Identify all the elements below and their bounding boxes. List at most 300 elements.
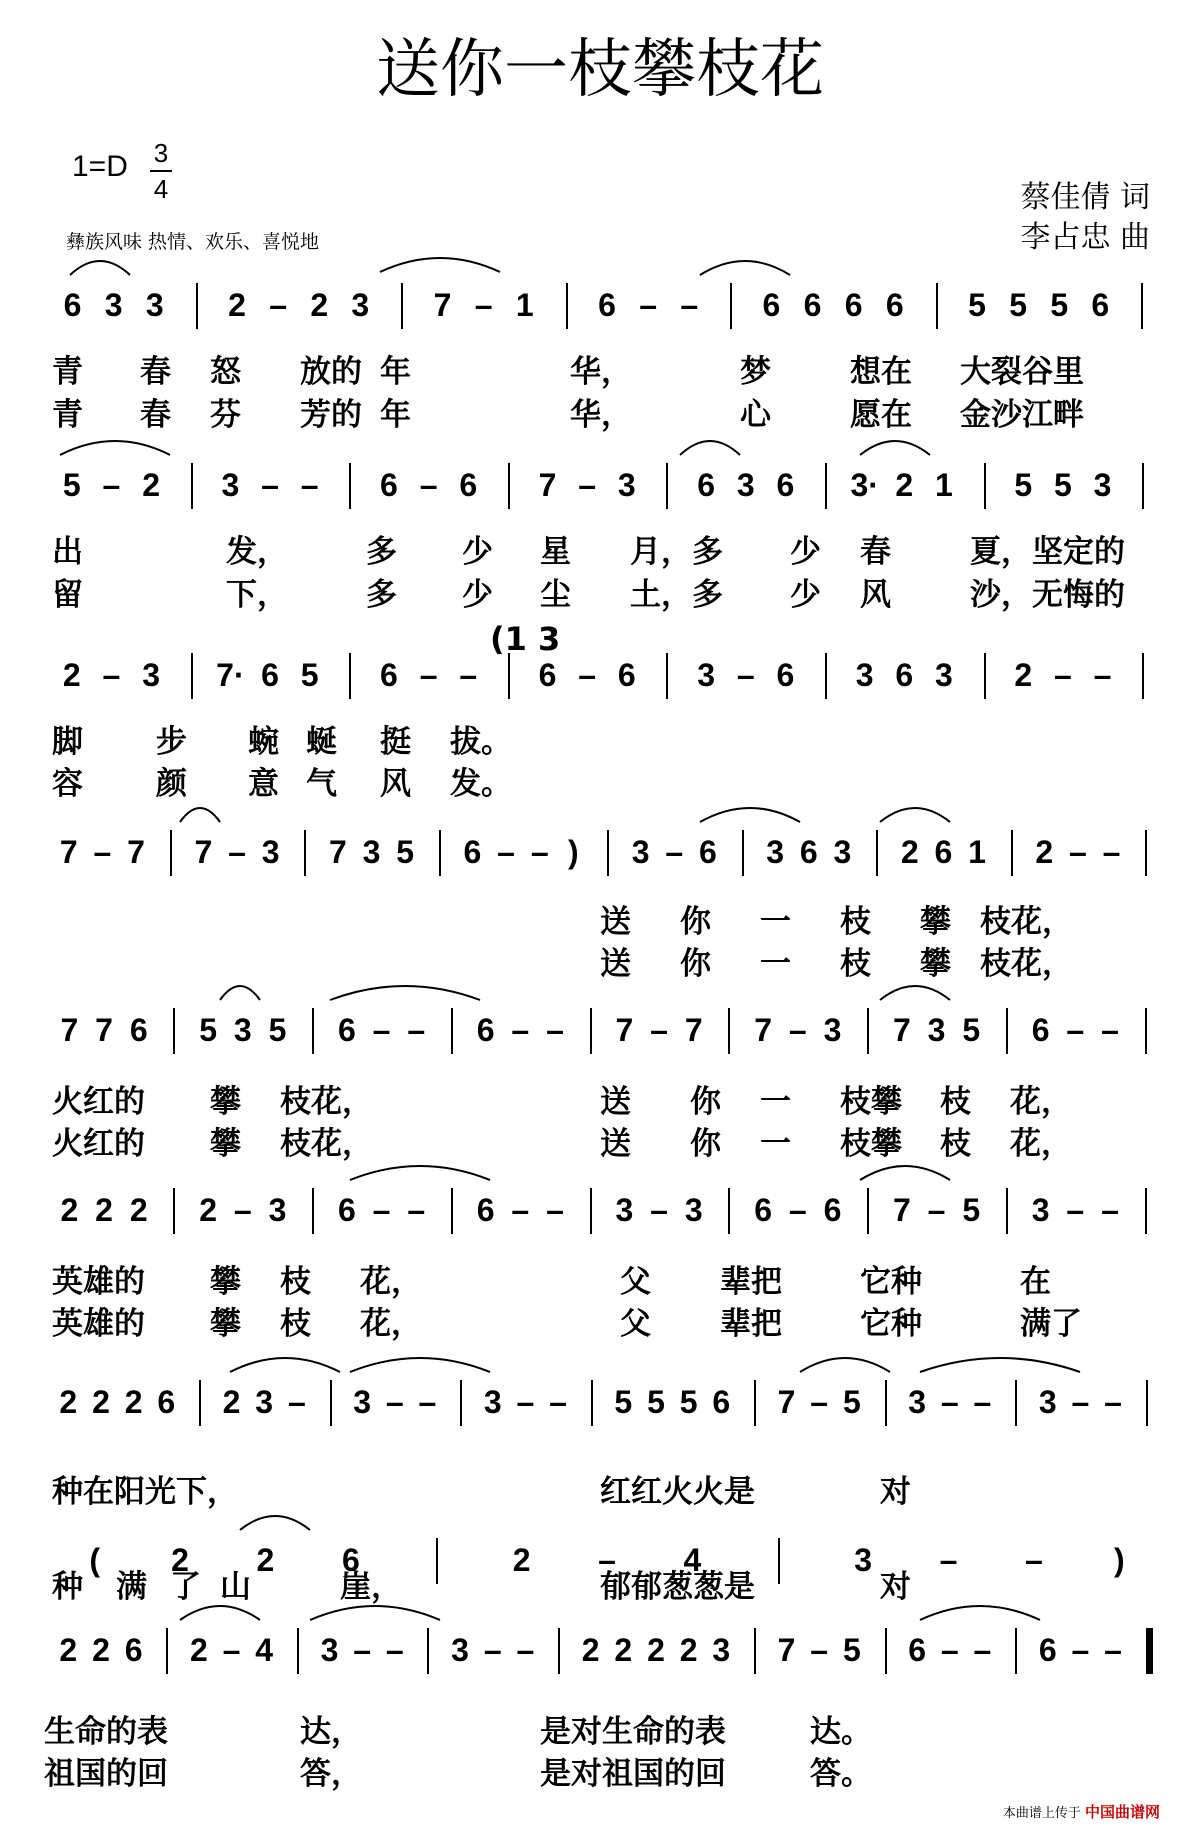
note: 6 bbox=[776, 657, 795, 693]
lyric-word: 枝 bbox=[940, 1126, 971, 1162]
lyric-word: 父 bbox=[620, 1306, 651, 1342]
note: 1 bbox=[968, 834, 986, 870]
lyric-word: 下， bbox=[226, 577, 288, 613]
note: – bbox=[650, 1192, 668, 1228]
note: 5 bbox=[842, 1384, 861, 1420]
note: 3 bbox=[451, 1632, 469, 1668]
note: 6 bbox=[157, 1384, 176, 1420]
note: 5 bbox=[300, 657, 319, 693]
note: 3 bbox=[833, 834, 852, 870]
slur bbox=[240, 1516, 310, 1530]
note: 3 bbox=[617, 467, 636, 503]
note: 6 bbox=[380, 657, 398, 693]
note: 5 bbox=[962, 1192, 981, 1228]
note: 6 bbox=[129, 1012, 148, 1048]
lyric-word: 一 bbox=[760, 904, 791, 940]
note: – bbox=[287, 1384, 306, 1420]
lyric-word: 枝 bbox=[840, 904, 871, 940]
lyric-word: 花， bbox=[1010, 1126, 1072, 1162]
slur bbox=[700, 261, 790, 275]
lyric-word: 枝 bbox=[940, 1084, 971, 1120]
note: 3· bbox=[850, 467, 879, 503]
note: 5 bbox=[614, 1384, 633, 1420]
footer-site: 中国曲谱网 bbox=[1084, 1803, 1160, 1821]
lyric-word: 火红的 bbox=[52, 1126, 145, 1162]
note: 2 bbox=[647, 1632, 665, 1668]
note: – bbox=[511, 1012, 530, 1048]
lyric-word: 多 bbox=[366, 534, 397, 570]
note: 3 bbox=[766, 834, 785, 870]
lyric-word: 送 bbox=[600, 1084, 631, 1120]
note: – bbox=[261, 467, 279, 503]
note: 7 bbox=[538, 467, 557, 503]
lyric-word: 你 bbox=[690, 1126, 721, 1162]
lyric-word: 年 bbox=[380, 354, 411, 390]
lyric-word: 留 bbox=[52, 577, 83, 613]
lyric-word: 了 bbox=[170, 1569, 201, 1605]
lyric-word: 想在 bbox=[850, 354, 912, 390]
note: 3 bbox=[1031, 1192, 1050, 1228]
slur bbox=[680, 441, 740, 455]
note: – bbox=[1104, 1632, 1122, 1668]
intro-mark: (1 3 bbox=[490, 620, 561, 658]
note: 6 bbox=[1091, 287, 1110, 323]
lyric-word: 多 bbox=[366, 577, 397, 613]
note: – bbox=[474, 287, 493, 323]
note: – bbox=[497, 834, 515, 870]
note: 6 bbox=[712, 1384, 731, 1420]
note: 7 bbox=[127, 834, 145, 870]
lyric-word: 少 bbox=[790, 534, 821, 570]
note: 6 bbox=[463, 834, 482, 870]
note: – bbox=[1101, 1012, 1119, 1048]
note: 2 bbox=[92, 1632, 110, 1668]
note: 2 bbox=[228, 287, 246, 323]
lyric-word: 芳的 bbox=[300, 397, 362, 433]
note: 2 bbox=[59, 1384, 78, 1420]
lyric-word: 对 bbox=[880, 1474, 911, 1510]
note: 5 bbox=[679, 1384, 698, 1420]
lyric-word: 生命的表 bbox=[44, 1714, 168, 1750]
note: – bbox=[578, 657, 597, 693]
note: – bbox=[973, 1632, 992, 1668]
lyric-word: 怒 bbox=[210, 354, 241, 390]
lyric-word: 梦 bbox=[740, 354, 771, 390]
lyric-word: 答， bbox=[300, 1756, 362, 1792]
note: 4 bbox=[683, 1542, 702, 1578]
lyric-word: 放的 bbox=[300, 354, 362, 390]
lyric-word: 青 bbox=[52, 354, 83, 390]
lyric-word: 枝花， bbox=[280, 1126, 373, 1162]
lyric-word: 发。 bbox=[450, 766, 512, 802]
note: 3 bbox=[255, 1384, 274, 1420]
note: 5 bbox=[1053, 467, 1072, 503]
note: 5 bbox=[842, 1632, 861, 1668]
lyric-word: 枝花， bbox=[980, 946, 1073, 982]
note: – bbox=[1053, 657, 1072, 693]
lyric-word: 出 bbox=[52, 534, 83, 570]
lyric-word: 对 bbox=[880, 1569, 911, 1605]
note: – bbox=[736, 657, 755, 693]
note: 3 bbox=[1038, 1384, 1057, 1420]
note: 3 bbox=[142, 657, 160, 693]
note: 6 bbox=[261, 657, 279, 693]
lyric-word: 攀 bbox=[920, 946, 951, 982]
note: – bbox=[269, 287, 288, 323]
note: 5 bbox=[1009, 287, 1028, 323]
note: – bbox=[459, 657, 478, 693]
note: – bbox=[680, 287, 699, 323]
lyric-word: 是对祖国的回 bbox=[540, 1756, 726, 1792]
key-signature: 1=D bbox=[72, 150, 128, 183]
lyric-word: 送 bbox=[600, 1126, 631, 1162]
note: – bbox=[788, 1192, 807, 1228]
lyric-word: 攀 bbox=[210, 1264, 241, 1300]
note: 7 bbox=[892, 1012, 911, 1048]
lyric-word: 英雄的 bbox=[52, 1306, 145, 1342]
lyric-word: 父 bbox=[620, 1264, 651, 1300]
lyric-word: 攀 bbox=[210, 1306, 241, 1342]
note: 3 bbox=[362, 834, 381, 870]
note: 2 bbox=[199, 1192, 217, 1228]
note: – bbox=[1101, 1192, 1119, 1228]
note: – bbox=[516, 1632, 535, 1668]
note: 7· bbox=[216, 657, 245, 693]
slur bbox=[70, 261, 130, 275]
note: 6 bbox=[799, 834, 818, 870]
note: 6 bbox=[762, 287, 781, 323]
slur bbox=[60, 441, 170, 455]
lyric-word: 攀 bbox=[210, 1126, 241, 1162]
lyric-word: 春 bbox=[140, 397, 171, 433]
lyric-word: 你 bbox=[680, 946, 711, 982]
note: 3 bbox=[854, 1542, 873, 1578]
note: 6 bbox=[885, 287, 904, 323]
note: 6 bbox=[697, 467, 715, 503]
lyric-word: 攀 bbox=[920, 904, 951, 940]
note: 5 bbox=[396, 834, 415, 870]
note: – bbox=[511, 1192, 530, 1228]
note: 2 bbox=[129, 1192, 148, 1228]
lyric-word: 你 bbox=[680, 904, 711, 940]
note: 6 bbox=[776, 467, 795, 503]
lyric-word: 蜿 bbox=[248, 724, 279, 760]
lyric-word: 红红火火是 bbox=[600, 1474, 755, 1510]
note: 3 bbox=[104, 287, 123, 323]
performance-style: 彝族风味 热情、欢乐、喜悦地 bbox=[66, 231, 320, 253]
lyric-word: 容 bbox=[52, 766, 83, 802]
note: – bbox=[407, 1012, 426, 1048]
note: 7 bbox=[433, 287, 452, 323]
lyric-word: 辈把 bbox=[720, 1264, 782, 1300]
slur bbox=[860, 441, 930, 455]
lyric-word: 春 bbox=[140, 354, 171, 390]
song-title: 送你一枝攀枝花 bbox=[376, 33, 824, 107]
lyric-word: 沙，无悔的 bbox=[970, 577, 1125, 613]
note: – bbox=[102, 657, 121, 693]
note: 5 bbox=[199, 1012, 217, 1048]
note: 3 bbox=[1093, 467, 1112, 503]
note: 2 bbox=[95, 1192, 113, 1228]
note: – bbox=[385, 1632, 404, 1668]
time-bottom: 4 bbox=[153, 174, 169, 204]
note: – bbox=[516, 1384, 535, 1420]
note: – bbox=[940, 1632, 959, 1668]
note: 6 bbox=[459, 467, 478, 503]
lyric-word: 土，多 bbox=[630, 577, 723, 613]
note: – bbox=[639, 287, 658, 323]
lyric-word: 少 bbox=[462, 577, 493, 613]
note: – bbox=[598, 1542, 616, 1578]
note: – bbox=[810, 1632, 829, 1668]
note: 2 bbox=[679, 1632, 698, 1668]
slur bbox=[230, 1358, 340, 1372]
note: – bbox=[1066, 1192, 1085, 1228]
note: – bbox=[927, 1192, 946, 1228]
note: – bbox=[93, 834, 112, 870]
note: – bbox=[419, 657, 438, 693]
lyric-word: 枝花， bbox=[280, 1084, 373, 1120]
lyric-word: 颜 bbox=[156, 766, 187, 802]
lyric-word: 攀 bbox=[210, 1084, 241, 1120]
note: 3 bbox=[351, 287, 370, 323]
repeat-paren: ) bbox=[1113, 1542, 1125, 1578]
note: 6 bbox=[617, 657, 636, 693]
note: 5 bbox=[268, 1012, 287, 1048]
note: 4 bbox=[255, 1632, 274, 1668]
repeat-paren: ( bbox=[89, 1542, 101, 1578]
note: 3 bbox=[483, 1384, 502, 1420]
lyric-word: 它种 bbox=[860, 1306, 922, 1342]
note: 6 bbox=[380, 467, 398, 503]
footer-text: 本曲谱上传于 bbox=[1002, 1806, 1081, 1821]
slur bbox=[310, 1606, 440, 1620]
lyric-word: 心 bbox=[740, 397, 771, 433]
note: 6 bbox=[908, 1632, 927, 1668]
note: 2 bbox=[124, 1384, 143, 1420]
note: 3 bbox=[684, 1192, 703, 1228]
lyric-word: 枝 bbox=[280, 1306, 311, 1342]
note: – bbox=[546, 1012, 564, 1048]
note: – bbox=[102, 467, 121, 503]
note: 2 bbox=[1035, 834, 1054, 870]
note: 5 bbox=[1050, 287, 1069, 323]
note: 7 bbox=[60, 1012, 79, 1048]
note: 1 bbox=[935, 467, 953, 503]
lyric-word: 枝 bbox=[280, 1264, 311, 1300]
note: 2 bbox=[900, 834, 919, 870]
lyric-word: 祖国的回 bbox=[44, 1756, 168, 1792]
note: 6 bbox=[895, 657, 914, 693]
note: 2 bbox=[171, 1542, 189, 1578]
note: 2 bbox=[222, 1384, 241, 1420]
lyric-word: 年 bbox=[380, 397, 411, 433]
note: 3 bbox=[615, 1192, 634, 1228]
lyric-word: 花， bbox=[360, 1306, 422, 1342]
note: 3 bbox=[353, 1384, 372, 1420]
lyric-word: 一 bbox=[760, 946, 791, 982]
slur bbox=[330, 986, 480, 1000]
note: 2 bbox=[256, 1542, 275, 1578]
lyric-word: 尘 bbox=[540, 577, 571, 613]
note: 7 bbox=[59, 834, 78, 870]
lyric-word: 种在阳光下， bbox=[52, 1474, 238, 1510]
note: – bbox=[530, 834, 549, 870]
note: – bbox=[372, 1012, 391, 1048]
note: 3 bbox=[233, 1012, 252, 1048]
lyric-word: 风 bbox=[860, 577, 891, 613]
time-top: 3 bbox=[153, 138, 169, 168]
lyric-word: 华， bbox=[570, 397, 632, 433]
composer-credit: 李占忠 曲 bbox=[1020, 220, 1150, 255]
lyric-word: 答。 bbox=[810, 1756, 872, 1792]
slur bbox=[380, 258, 500, 272]
note: 6 bbox=[476, 1012, 495, 1048]
lyric-word: 花， bbox=[1010, 1084, 1072, 1120]
note: – bbox=[1071, 1632, 1090, 1668]
note: – bbox=[940, 1384, 959, 1420]
note: 6 bbox=[699, 834, 717, 870]
lyric-word: 风 bbox=[380, 766, 411, 802]
lyric-word: 蜒 bbox=[306, 724, 337, 760]
note: 7 bbox=[194, 834, 213, 870]
note: 6 bbox=[476, 1192, 495, 1228]
note: 2 bbox=[895, 467, 914, 503]
note: 3 bbox=[935, 657, 953, 693]
note: 6 bbox=[341, 1542, 360, 1578]
lyric-word: 是对生命的表 bbox=[540, 1714, 726, 1750]
lyric-word: 在 bbox=[1020, 1264, 1051, 1300]
note: – bbox=[419, 467, 438, 503]
note: 6 bbox=[337, 1192, 356, 1228]
lyric-word: 花， bbox=[360, 1264, 422, 1300]
slur bbox=[880, 986, 950, 1000]
note: 6 bbox=[124, 1632, 143, 1668]
lyric-word: 英雄的 bbox=[52, 1264, 145, 1300]
lyric-word: 达。 bbox=[810, 1714, 872, 1750]
footer bbox=[1003, 1801, 1160, 1822]
note: – bbox=[973, 1384, 992, 1420]
note: – bbox=[483, 1632, 502, 1668]
slur bbox=[180, 1606, 260, 1620]
note: – bbox=[665, 834, 684, 870]
note: – bbox=[1102, 834, 1121, 870]
note: 5 bbox=[62, 467, 81, 503]
note: 1 bbox=[515, 287, 534, 323]
lyric-word: 脚 bbox=[52, 724, 83, 760]
note: 6 bbox=[934, 834, 953, 870]
note: – bbox=[1025, 1542, 1043, 1578]
note: 6 bbox=[1038, 1632, 1057, 1668]
lyric-word: 一 bbox=[760, 1084, 791, 1120]
lyric-word: 达， bbox=[300, 1714, 362, 1750]
lyricist-credit: 蔡佳倩 词 bbox=[1020, 180, 1150, 215]
note: 3 bbox=[908, 1384, 927, 1420]
lyric-word: 发， bbox=[226, 534, 288, 570]
note: 6 bbox=[337, 1012, 356, 1048]
note: – bbox=[372, 1192, 391, 1228]
lyric-word: 少 bbox=[462, 534, 493, 570]
lyric-word: 芬 bbox=[210, 397, 241, 433]
lyric-word: 愿在 bbox=[850, 397, 912, 433]
note: – bbox=[222, 1632, 241, 1668]
note: 3 bbox=[221, 467, 240, 503]
lyric-word: 挺 bbox=[380, 724, 411, 760]
slur bbox=[800, 1358, 890, 1372]
slur bbox=[860, 1166, 950, 1180]
lyric-word: 意 bbox=[248, 766, 279, 802]
note: 6 bbox=[803, 287, 822, 323]
lyric-word: 枝攀 bbox=[840, 1126, 902, 1162]
note: 2 bbox=[59, 1632, 78, 1668]
note: 2 bbox=[512, 1542, 531, 1578]
note: – bbox=[385, 1384, 404, 1420]
lyric-word: 它种 bbox=[860, 1264, 922, 1300]
lyric-word: 华， bbox=[570, 354, 632, 390]
lyric-word: 送 bbox=[600, 904, 631, 940]
note: 3 bbox=[145, 287, 164, 323]
lyric-word: 一 bbox=[760, 1126, 791, 1162]
note: – bbox=[228, 834, 246, 870]
note: 2 bbox=[310, 287, 329, 323]
note: 3 bbox=[697, 657, 715, 693]
note: – bbox=[650, 1012, 668, 1048]
lyric-word: 种 bbox=[52, 1569, 83, 1605]
note: – bbox=[1069, 834, 1087, 870]
note: 2 bbox=[581, 1632, 600, 1668]
note: – bbox=[1104, 1384, 1122, 1420]
lyric-word: 满 bbox=[116, 1569, 147, 1605]
note: 6 bbox=[754, 1192, 772, 1228]
lyric-word: 星 bbox=[540, 534, 571, 570]
note: 5 bbox=[962, 1012, 981, 1048]
note: – bbox=[407, 1192, 426, 1228]
lyric-word: 满了 bbox=[1020, 1306, 1082, 1342]
lyric-word: 枝花， bbox=[980, 904, 1073, 940]
note: 2 bbox=[1014, 657, 1033, 693]
lyric-word: 辈把 bbox=[720, 1306, 782, 1342]
lyric-word: 送 bbox=[600, 946, 631, 982]
note: – bbox=[939, 1542, 958, 1578]
note: 7 bbox=[754, 1012, 772, 1048]
note: 3 bbox=[268, 1192, 287, 1228]
lyric-word: 郁郁葱葱是 bbox=[600, 1569, 755, 1605]
slur bbox=[350, 1358, 490, 1372]
note: 3 bbox=[927, 1012, 946, 1048]
note: – bbox=[353, 1632, 372, 1668]
note: 6 bbox=[63, 287, 82, 323]
note: – bbox=[578, 467, 597, 503]
lyric-word: 枝攀 bbox=[840, 1084, 902, 1120]
lyric-word: 大裂谷里 bbox=[960, 354, 1084, 390]
note: 2 bbox=[142, 467, 160, 503]
lyric-word: 气 bbox=[306, 766, 337, 802]
note: 3 bbox=[712, 1632, 731, 1668]
note: – bbox=[1071, 1384, 1090, 1420]
lyric-word: 你 bbox=[690, 1084, 721, 1120]
note: 3 bbox=[855, 657, 874, 693]
note: 6 bbox=[1031, 1012, 1050, 1048]
note: 2 bbox=[92, 1384, 110, 1420]
note: 2 bbox=[62, 657, 81, 693]
slur bbox=[220, 986, 260, 1000]
note: 2 bbox=[60, 1192, 79, 1228]
note: 6 bbox=[823, 1192, 842, 1228]
lyric-word: 少 bbox=[790, 577, 821, 613]
lyric-word: 山 bbox=[220, 1569, 251, 1605]
note: – bbox=[233, 1192, 252, 1228]
note: – bbox=[549, 1384, 567, 1420]
